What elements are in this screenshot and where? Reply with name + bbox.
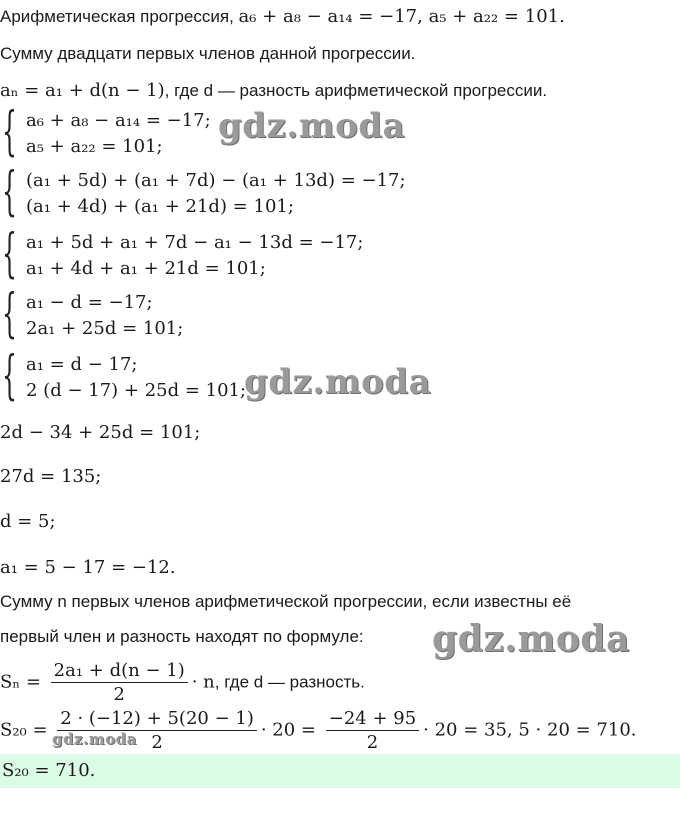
system-1-eq-1: a₆ + a₈ − a₁₄ = −17; bbox=[26, 110, 211, 131]
sum-description-1: Сумму n первых членов арифметической прогрессии, если известны её bbox=[0, 592, 572, 611]
answer-highlight bbox=[0, 754, 680, 788]
watermark-logo: gdz.moda bbox=[218, 106, 406, 146]
sum-formula-explanation: , где d — разность. bbox=[214, 672, 365, 692]
s20-lhs: S₂₀ = bbox=[0, 719, 54, 741]
sum-formula-rhs: · n bbox=[191, 671, 215, 693]
system-5-eq-1: a₁ = d − 17; bbox=[26, 354, 138, 375]
system-1-eq-2: a₅ + a₂₂ = 101; bbox=[26, 136, 163, 157]
step-4: a₁ = 5 − 17 = −12. bbox=[0, 557, 176, 578]
s20-denominator-2: 2 bbox=[366, 732, 379, 753]
sum-formula-line bbox=[0, 660, 365, 705]
condition-line bbox=[0, 6, 565, 27]
sum-formula-fraction bbox=[51, 660, 188, 705]
formula-line bbox=[0, 80, 547, 101]
brace-icon: { bbox=[2, 284, 17, 344]
brace-icon: { bbox=[2, 224, 17, 284]
step-1: 2d − 34 + 25d = 101; bbox=[0, 422, 201, 443]
brace-icon: { bbox=[2, 102, 17, 162]
system-2-eq-1: (a₁ + 5d) + (a₁ + 7d) − (a₁ + 13d) = −17; bbox=[26, 170, 406, 191]
sum-description-2: первый член и разность находят по формуле: bbox=[0, 627, 364, 646]
system-4-eq-2: 2a₁ + 25d = 101; bbox=[26, 318, 184, 339]
step-3: d = 5; bbox=[0, 511, 56, 532]
s20-numerator-2: −24 + 95 bbox=[326, 708, 419, 731]
condition-text: Арифметическая прогрессия, bbox=[0, 7, 239, 26]
brace-icon: { bbox=[2, 162, 17, 222]
s20-denominator-1: 2 bbox=[151, 732, 163, 753]
system-5-eq-2: 2 (d − 17) + 25d = 101; bbox=[26, 380, 247, 401]
sum-formula-numerator: 2a₁ + d(n − 1) bbox=[51, 660, 188, 683]
watermark-logo: gdz.moda bbox=[432, 618, 630, 660]
brace-icon: { bbox=[2, 346, 17, 406]
task-line: Сумму двадцати первых членов данной прогрессии. bbox=[0, 44, 416, 63]
watermark-logo: gdz.moda bbox=[52, 730, 137, 748]
formula-explanation: , где d — разность арифметической прогрессии. bbox=[164, 81, 548, 100]
s20-fraction-2 bbox=[326, 708, 419, 753]
system-3-eq-2: a₁ + 4d + a₁ + 21d = 101; bbox=[26, 258, 266, 279]
system-4-eq-1: a₁ − d = −17; bbox=[26, 292, 153, 313]
sum-formula-denominator: 2 bbox=[113, 684, 125, 705]
watermark-logo: gdz.moda bbox=[244, 362, 432, 402]
sum-formula-lhs: Sₙ = bbox=[0, 671, 47, 693]
answer-text: S₂₀ = 710. bbox=[2, 760, 96, 781]
s20-numerator-1: 2 · (−12) + 5(20 − 1) bbox=[57, 708, 257, 731]
s20-mid: · 20 = bbox=[260, 719, 322, 741]
s20-rhs: · 20 = 35, 5 · 20 = 710. bbox=[423, 719, 637, 741]
step-2: 27d = 135; bbox=[0, 466, 102, 487]
condition-math: a₆ + a₈ − a₁₄ = −17, a₅ + a₂₂ = 101. bbox=[238, 6, 565, 27]
system-3-eq-1: a₁ + 5d + a₁ + 7d − a₁ − 13d = −17; bbox=[26, 232, 364, 253]
general-term-formula: aₙ = a₁ + d(n − 1) bbox=[0, 80, 165, 101]
system-2-eq-2: (a₁ + 4d) + (a₁ + 21d) = 101; bbox=[26, 196, 294, 217]
